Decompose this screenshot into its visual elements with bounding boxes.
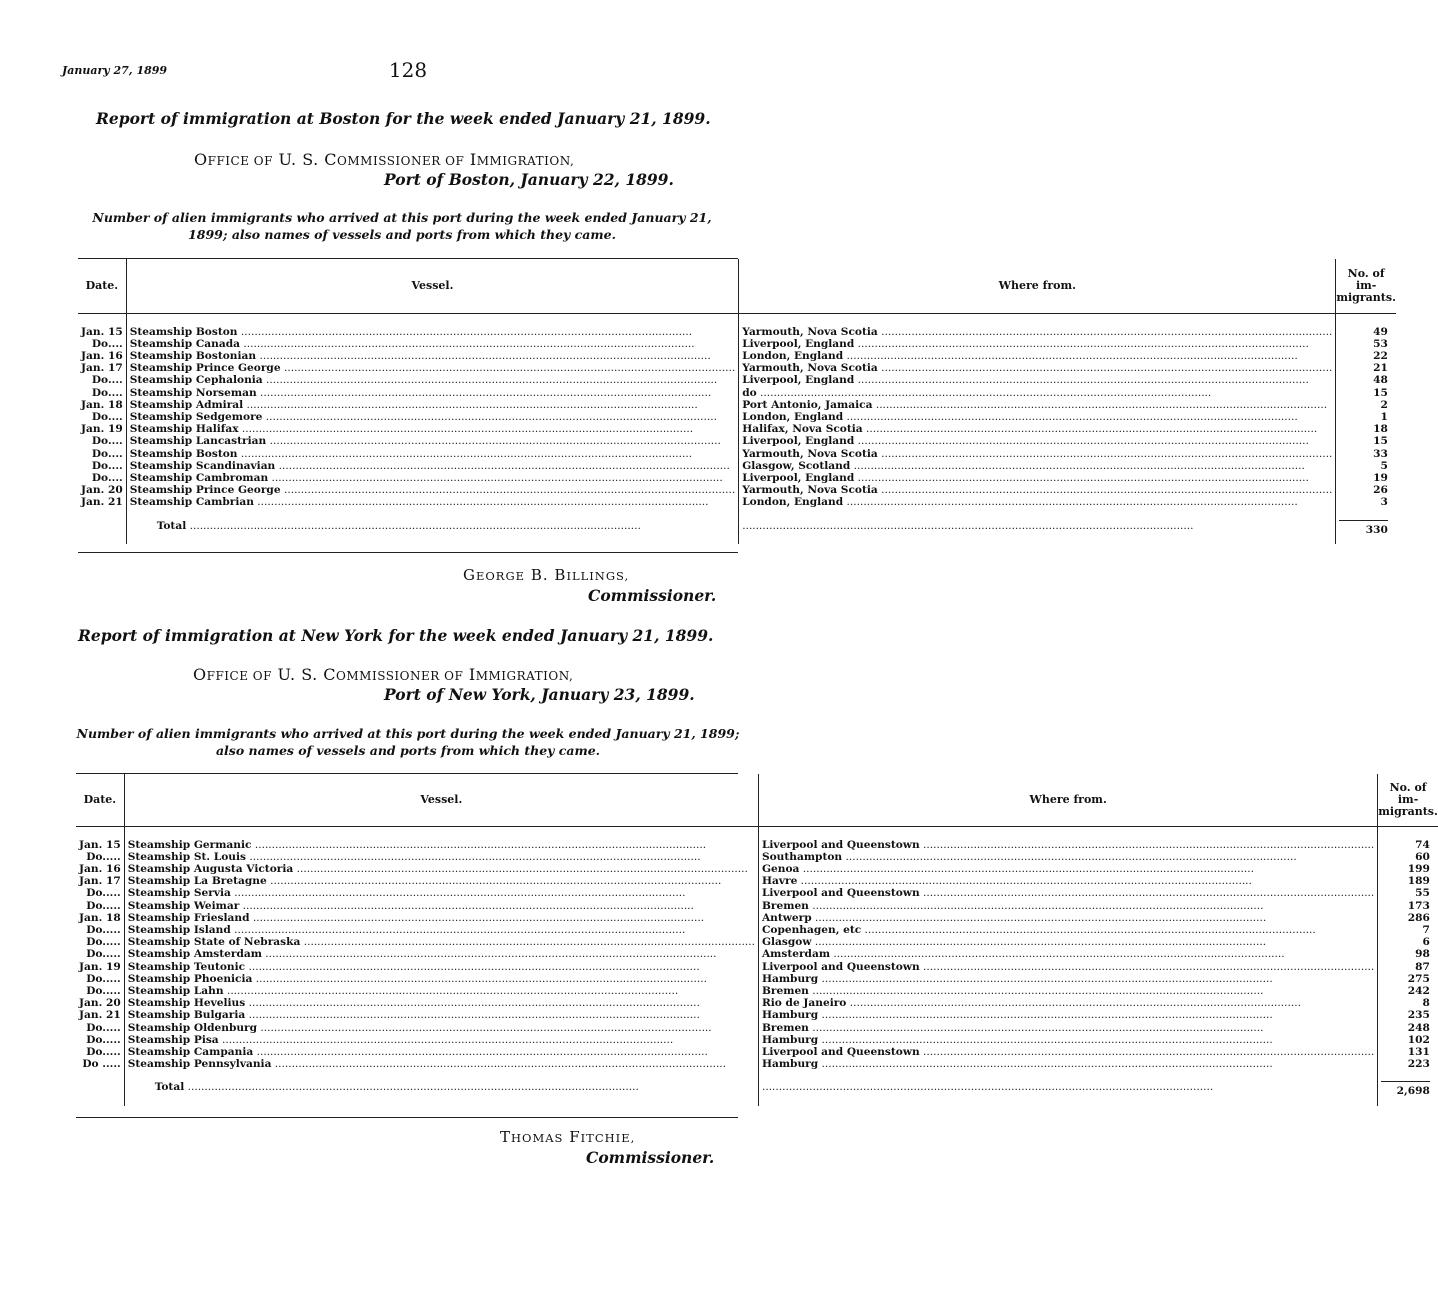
row-where-from: Liverpool, England ..... <box>739 374 1336 386</box>
boston-signature-name: GEORGE B. BILLINGS, <box>463 566 630 584</box>
row-date: Do..... <box>86 850 121 863</box>
newyork-table <box>76 774 1438 1106</box>
row-where-from: Hamburg ..... <box>758 973 1377 985</box>
row-where-from: Genoa ..... <box>758 863 1377 875</box>
row-number: 173 <box>1378 900 1438 912</box>
col-vessel: Vessel. <box>124 774 758 826</box>
row-date: Jan. 17 <box>81 362 123 375</box>
row-vessel: Steamship La Bretagne ..... <box>124 875 758 887</box>
row-where-from: Liverpool and Queenstown ..... <box>758 887 1377 899</box>
table-row <box>78 460 1396 472</box>
total-label: Total ..... <box>124 1078 758 1105</box>
row-vessel: Steamship Halifax ..... <box>126 423 739 435</box>
table-row <box>76 875 1438 887</box>
row-date: Jan. 17 <box>79 875 121 888</box>
newyork-signature-role: Commissioner. <box>586 1148 715 1167</box>
row-date: Do.... <box>91 471 123 484</box>
row-date: Do..... <box>86 1021 121 1034</box>
table-row <box>76 912 1438 924</box>
row-number: 18 <box>1336 423 1396 435</box>
row-number: 275 <box>1378 973 1438 985</box>
row-vessel: Steamship Germanic ..... <box>124 839 758 851</box>
office-us: U. S. <box>278 150 319 169</box>
col-date: Date. <box>78 259 126 313</box>
row-number: 48 <box>1336 374 1396 386</box>
office-i: I <box>469 150 477 169</box>
page-number: 128 <box>388 58 428 82</box>
col-vessel: Vessel. <box>126 259 739 313</box>
newyork-bottom-rule <box>76 1117 738 1118</box>
row-number: 5 <box>1336 460 1396 472</box>
row-where-from: Antwerp ..... <box>758 912 1377 924</box>
row-date: Jan. 19 <box>79 960 121 973</box>
row-where-from: London, England ..... <box>739 496 1336 508</box>
row-where-from: Yarmouth, Nova Scotia ..... <box>739 448 1336 460</box>
boston-intro <box>62 209 742 243</box>
row-number: 7 <box>1378 924 1438 936</box>
row-where-from: Glasgow ..... <box>758 936 1377 948</box>
row-date: Do..... <box>86 887 121 900</box>
row-where-from: London, England ..... <box>739 411 1336 423</box>
newyork-report-title: Report of immigration at New York for the week ended January 21, 1899. <box>78 626 714 645</box>
row-number: 3 <box>1336 496 1396 508</box>
row-number: 33 <box>1336 448 1396 460</box>
row-vessel: Steamship Lancastrian ..... <box>126 435 739 447</box>
row-vessel: Steamship Admiral ..... <box>126 399 739 411</box>
newyork-office-heading: OFFICE OF U. S. COMMISSIONER OF IMMIGRATION, <box>193 665 574 684</box>
row-date: Do..... <box>86 899 121 912</box>
col-where-from: Where from. <box>758 774 1377 826</box>
row-where-from: Hamburg ..... <box>758 1058 1377 1070</box>
row-where-from: Halifax, Nova Scotia ..... <box>739 423 1336 435</box>
row-number: 242 <box>1378 985 1438 997</box>
row-where-from: Bremen ..... <box>758 985 1377 997</box>
row-date: Do ..... <box>82 1058 121 1071</box>
row-date: Jan. 19 <box>81 423 123 436</box>
table-row <box>76 924 1438 936</box>
newyork-port-line: Port of New York, January 23, 1899. <box>384 685 695 704</box>
table-row <box>78 496 1396 508</box>
row-vessel: Steamship Norseman ..... <box>126 387 739 399</box>
row-date: Jan. 18 <box>81 398 123 411</box>
row-where-from: Havre ..... <box>758 875 1377 887</box>
table-row <box>76 961 1438 973</box>
row-number: 6 <box>1378 936 1438 948</box>
table-row <box>78 448 1396 460</box>
row-where-from: Southampton ..... <box>758 851 1377 863</box>
row-date: Jan. 16 <box>81 349 123 362</box>
row-vessel: Steamship State of Nebraska ..... <box>124 936 758 948</box>
row-number: 199 <box>1378 863 1438 875</box>
row-where-from: Liverpool and Queenstown ..... <box>758 1046 1377 1058</box>
row-where-from: Yarmouth, Nova Scotia ..... <box>739 484 1336 496</box>
row-vessel: Steamship Sedgemore ..... <box>126 411 739 423</box>
table-row <box>76 863 1438 875</box>
row-number: 235 <box>1378 1009 1438 1021</box>
row-number: 102 <box>1378 1034 1438 1046</box>
col-where-from: Where from. <box>739 259 1336 313</box>
row-where-from: Liverpool and Queenstown ..... <box>758 839 1377 851</box>
row-number: 131 <box>1378 1046 1438 1058</box>
row-number: 223 <box>1378 1058 1438 1070</box>
col-number: No. of im- migrants. <box>1378 774 1438 826</box>
row-date: Do.... <box>91 337 123 350</box>
table-row <box>78 411 1396 423</box>
boston-table <box>78 259 1396 544</box>
table-row <box>76 1058 1438 1070</box>
row-vessel: Steamship Servia ..... <box>124 887 758 899</box>
row-where-from: Hamburg ..... <box>758 1009 1377 1021</box>
table-row <box>78 423 1396 435</box>
row-where-from: do ..... <box>739 387 1336 399</box>
row-vessel: Steamship Amsterdam ..... <box>124 948 758 960</box>
row-date: Do..... <box>86 1033 121 1046</box>
total-value: 2,698 <box>1378 1078 1438 1105</box>
row-number: 1 <box>1336 411 1396 423</box>
header-date: January 27, 1899 <box>62 64 168 77</box>
row-number: 248 <box>1378 1022 1438 1034</box>
row-number: 53 <box>1336 338 1396 350</box>
total-label: Total ..... <box>126 517 739 544</box>
row-vessel: Steamship Pisa ..... <box>124 1034 758 1046</box>
table-row <box>76 851 1438 863</box>
row-vessel: Steamship Prince George ..... <box>126 484 739 496</box>
boston-signature-role: Commissioner. <box>588 586 717 605</box>
row-date: Jan. 20 <box>81 484 123 497</box>
row-where-from: Bremen ..... <box>758 900 1377 912</box>
row-date: Do..... <box>86 1045 121 1058</box>
table-row <box>78 338 1396 350</box>
row-date: Do.... <box>91 459 123 472</box>
table-row <box>76 1046 1438 1058</box>
row-where-from: Port Antonio, Jamaica ..... <box>739 399 1336 411</box>
row-vessel: Steamship Weimar ..... <box>124 900 758 912</box>
row-number: 189 <box>1378 875 1438 887</box>
boston-bottom-rule <box>78 552 738 553</box>
row-number: 49 <box>1336 326 1396 338</box>
table-row <box>76 936 1438 948</box>
table-row <box>76 948 1438 960</box>
row-vessel: Steamship Cephalonia ..... <box>126 374 739 386</box>
row-where-from: Yarmouth, Nova Scotia ..... <box>739 362 1336 374</box>
office-o: O <box>194 150 208 169</box>
table-row <box>78 435 1396 447</box>
row-number: 15 <box>1336 387 1396 399</box>
newyork-signature-name: THOMAS FITCHIE, <box>500 1128 636 1146</box>
row-vessel: Steamship Bulgaria ..... <box>124 1009 758 1021</box>
table-row <box>78 399 1396 411</box>
row-where-from: Rio de Janeiro ..... <box>758 997 1377 1009</box>
row-where-from: Yarmouth, Nova Scotia ..... <box>739 326 1336 338</box>
row-date: Do.... <box>91 410 123 423</box>
row-vessel: Steamship Boston ..... <box>126 326 739 338</box>
table-row <box>78 362 1396 374</box>
table-row <box>76 887 1438 899</box>
table-row <box>78 374 1396 386</box>
row-date: Jan. 18 <box>79 911 121 924</box>
row-number: 19 <box>1336 472 1396 484</box>
row-number: 55 <box>1378 887 1438 899</box>
table-row <box>76 985 1438 997</box>
row-number: 60 <box>1378 851 1438 863</box>
row-number: 21 <box>1336 362 1396 374</box>
row-vessel: Steamship Scandinavian ..... <box>126 460 739 472</box>
boston-intro-line2: 1899; also names of vessels and ports from which they came. <box>188 227 616 242</box>
row-where-from: Copenhagen, etc ..... <box>758 924 1377 936</box>
total-row <box>78 517 1396 544</box>
row-date: Jan. 15 <box>81 325 123 338</box>
row-vessel: Steamship Oldenburg ..... <box>124 1022 758 1034</box>
boston-intro-line1: Number of alien immigrants who arrived at this port during the week ended January 21, <box>92 210 712 225</box>
newyork-intro <box>62 725 754 759</box>
row-number: 22 <box>1336 350 1396 362</box>
table-row <box>78 350 1396 362</box>
row-date: Jan. 16 <box>79 862 121 875</box>
total-row <box>76 1078 1438 1105</box>
office-rest: FFICE OF <box>207 154 273 168</box>
row-number: 74 <box>1378 839 1438 851</box>
row-vessel: Steamship Cambroman ..... <box>126 472 739 484</box>
table-row <box>76 973 1438 985</box>
row-date: Do.... <box>91 374 123 387</box>
row-where-from: Liverpool, England ..... <box>739 338 1336 350</box>
row-vessel: Steamship Friesland ..... <box>124 912 758 924</box>
row-vessel: Steamship Pennsylvania ..... <box>124 1058 758 1070</box>
table-row <box>76 997 1438 1009</box>
row-date: Do..... <box>86 972 121 985</box>
table-row <box>78 387 1396 399</box>
row-date: Jan. 21 <box>81 496 123 509</box>
row-number: 87 <box>1378 961 1438 973</box>
office-c: C <box>324 150 338 169</box>
row-date: Do..... <box>86 948 121 961</box>
row-vessel: Steamship Phoenicia ..... <box>124 973 758 985</box>
table-row <box>76 1034 1438 1046</box>
row-vessel: Steamship Boston ..... <box>126 448 739 460</box>
row-date: Do..... <box>86 923 121 936</box>
row-vessel: Steamship Augusta Victoria ..... <box>124 863 758 875</box>
row-date: Do..... <box>86 984 121 997</box>
col-number: No. of im- migrants. <box>1336 259 1396 313</box>
table-row <box>78 472 1396 484</box>
row-date: Jan. 21 <box>79 1009 121 1022</box>
row-where-from: London, England ..... <box>739 350 1336 362</box>
table-row <box>76 900 1438 912</box>
office-i-rest: MMIGRATION, <box>476 154 575 168</box>
row-number: 2 <box>1336 399 1396 411</box>
col-date: Date. <box>76 774 124 826</box>
row-vessel: Steamship Campania ..... <box>124 1046 758 1058</box>
row-vessel: Steamship Bostonian ..... <box>126 350 739 362</box>
table-row <box>76 1022 1438 1034</box>
table-row <box>76 1009 1438 1021</box>
row-where-from: Hamburg ..... <box>758 1034 1377 1046</box>
row-vessel: Steamship Lahn ..... <box>124 985 758 997</box>
row-vessel: Steamship St. Louis ..... <box>124 851 758 863</box>
row-vessel: Steamship Teutonic ..... <box>124 961 758 973</box>
row-where-from: Liverpool, England ..... <box>739 472 1336 484</box>
row-vessel: Steamship Hevelius ..... <box>124 997 758 1009</box>
newyork-intro-line2: also names of vessels and ports from which they came. <box>215 743 601 758</box>
boston-report-title: Report of immigration at Boston for the week ended January 21, 1899. <box>96 109 711 128</box>
row-vessel: Steamship Prince George ..... <box>126 362 739 374</box>
row-number: 15 <box>1336 435 1396 447</box>
row-where-from: Bremen ..... <box>758 1022 1377 1034</box>
table-row <box>76 839 1438 851</box>
row-date: Do.... <box>91 447 123 460</box>
row-where-from: Liverpool and Queenstown ..... <box>758 961 1377 973</box>
row-date: Do.... <box>91 435 123 448</box>
row-number: 26 <box>1336 484 1396 496</box>
newyork-intro-line1: Number of alien immigrants who arrived at this port during the week ended January 21, 1899; <box>76 726 740 741</box>
table-row <box>78 326 1396 338</box>
row-vessel: Steamship Cambrian ..... <box>126 496 739 508</box>
row-number: 8 <box>1378 997 1438 1009</box>
table-row <box>78 484 1396 496</box>
boston-office-heading <box>194 150 574 169</box>
office-c-rest: OMMISSIONER OF <box>337 154 465 168</box>
boston-port-line: Port of Boston, January 22, 1899. <box>384 170 674 189</box>
row-vessel: Steamship Canada ..... <box>126 338 739 350</box>
row-number: 98 <box>1378 948 1438 960</box>
row-where-from: Liverpool, England ..... <box>739 435 1336 447</box>
row-where-from: Amsterdam ..... <box>758 948 1377 960</box>
row-date: Do..... <box>86 936 121 949</box>
row-date: Jan. 20 <box>79 997 121 1010</box>
row-date: Do.... <box>91 386 123 399</box>
row-date: Jan. 15 <box>79 838 121 851</box>
row-vessel: Steamship Island ..... <box>124 924 758 936</box>
row-where-from: Glasgow, Scotland ..... <box>739 460 1336 472</box>
total-value: 330 <box>1336 517 1396 544</box>
row-number: 286 <box>1378 912 1438 924</box>
